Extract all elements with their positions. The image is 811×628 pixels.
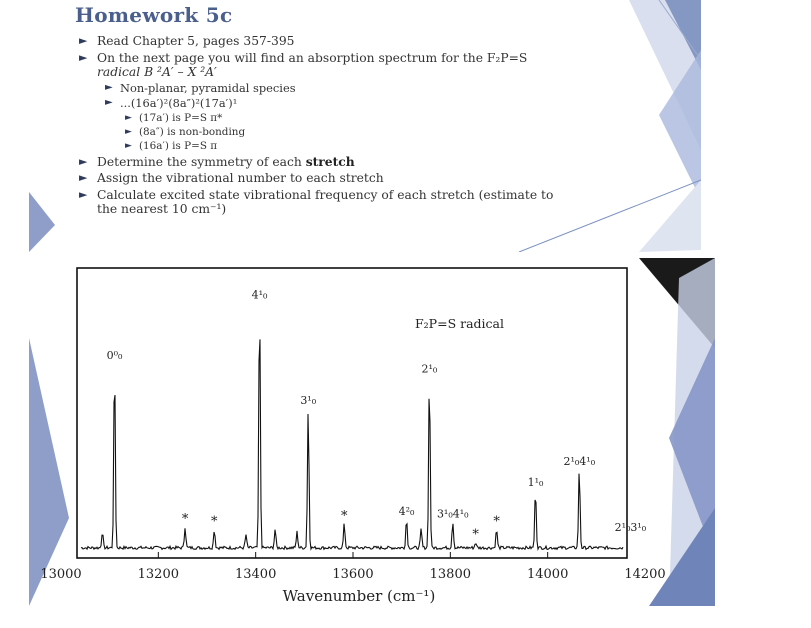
peak-label: 4²₀ bbox=[398, 504, 415, 518]
peak-label: 2¹₀3¹₀ bbox=[614, 520, 647, 534]
plot-frame bbox=[77, 268, 627, 558]
x-tick-label: 14200 bbox=[624, 567, 666, 582]
peak-label: 2¹₀4¹₀ bbox=[563, 454, 596, 468]
peak-label: * bbox=[493, 514, 500, 530]
peak-label: 3¹₀ bbox=[300, 394, 317, 408]
slide-title: Homework 5c bbox=[75, 3, 233, 27]
spectrum-chart bbox=[29, 258, 715, 606]
peak-label: * bbox=[181, 511, 189, 527]
bullet-read-chapter: ► Read Chapter 5, pages 357-395 bbox=[79, 34, 295, 48]
x-tick-label: 13400 bbox=[234, 567, 277, 582]
sub-sub-bullet-16a: ► (16a′) is P=S π bbox=[125, 139, 218, 152]
bullet-arrow-icon: ► bbox=[125, 112, 132, 123]
chart-title: F₂P=S radical bbox=[415, 316, 504, 331]
x-axis-label: Wavenumber (cm⁻¹) bbox=[282, 587, 436, 605]
bullet-calculate: ► Calculate excited state vibrational frequency of each stretch (estimate to the nearest 10 cm⁻¹) bbox=[79, 187, 554, 216]
bullet-arrow-icon: ► bbox=[79, 50, 88, 64]
x-tick-label: 13800 bbox=[429, 567, 472, 582]
sub-sub-bullet-17a: ► (17a′) is P=S π* bbox=[125, 111, 223, 124]
bullet-symmetry: ► Determine the symmetry of each stretch bbox=[79, 153, 355, 169]
sub-bullet-configuration: ► ...(16a′)²(8a″)²(17a′)¹ bbox=[105, 96, 238, 110]
x-tick-labels bbox=[40, 567, 665, 582]
bullet-arrow-icon: ► bbox=[79, 171, 88, 184]
sub-bullet-geometry: ► Non-planar, pyramidal species bbox=[105, 80, 296, 95]
bullet-arrow-icon: ► bbox=[79, 34, 88, 47]
bullet-arrow-icon: ► bbox=[105, 81, 113, 93]
slide-top bbox=[29, 0, 701, 252]
peak-label: 2¹₀ bbox=[421, 362, 438, 376]
slide-bottom bbox=[29, 258, 715, 606]
peak-label: 0⁰₀ bbox=[106, 349, 123, 363]
bullet-arrow-icon: ► bbox=[125, 126, 132, 137]
bullet-spectrum-intro: ► On the next page you will find an absorption spectrum for the F₂P=S radical B ²A′ – X ²A′ bbox=[79, 50, 528, 79]
peak-label: 3¹₀4¹₀ bbox=[436, 507, 469, 521]
x-tick-label: 13000 bbox=[40, 567, 82, 582]
bullet-arrow-icon: ► bbox=[79, 187, 88, 201]
bullet-assign: ► Assign the vibrational number to each stretch bbox=[79, 171, 384, 185]
peak-label: * bbox=[211, 514, 218, 530]
peak-label: * bbox=[472, 527, 479, 543]
x-tick-label: 13600 bbox=[332, 567, 374, 582]
sub-sub-bullet-8a: ► (8a″) is non-bonding bbox=[125, 125, 246, 138]
x-tick-label: 14000 bbox=[526, 567, 569, 582]
peak-label: 1¹₀ bbox=[527, 475, 544, 489]
bullet-arrow-icon: ► bbox=[79, 154, 88, 168]
peak-label: * bbox=[340, 509, 348, 525]
bullet-list bbox=[77, 34, 677, 217]
bullet-arrow-icon: ► bbox=[125, 140, 132, 151]
bullet-arrow-icon: ► bbox=[105, 97, 113, 108]
peak-label: 4¹₀ bbox=[251, 288, 268, 302]
x-tick-label: 13200 bbox=[137, 567, 180, 582]
